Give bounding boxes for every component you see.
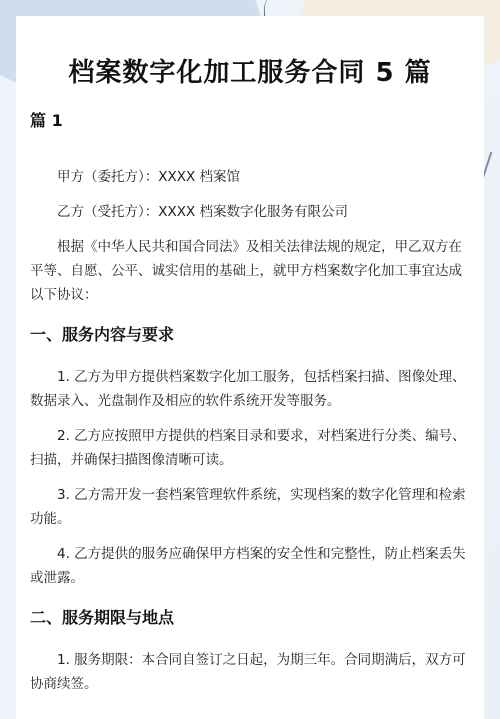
section1-item: 2. 乙方应按照甲方提供的档案目录和要求，对档案进行分类、编号、扫描，并确保扫描图像清晰可读。 [30, 428, 466, 468]
section1-item: 4. 乙方提供的服务应确保甲方档案的安全性和完整性，防止档案丢失或泄露。 [30, 546, 466, 586]
section2-item: 1. 服务期限：本合同自签订之日起，为期三年。合同期满后，双方可协商续签。 [30, 652, 466, 692]
document-title: 档案数字化加工服务合同 5 篇 [68, 58, 432, 88]
document-page [16, 16, 484, 719]
party-b: 乙方（受托方）：XXXX 档案数字化服务有限公司 [57, 204, 349, 220]
section1-item: 1. 乙方为甲方提供档案数字化加工服务，包括档案扫描、图像处理、数据录入、光盘制作及相应的软件系统开发等服务。 [30, 369, 466, 409]
section2-heading: 二、服务期限与地点 [30, 608, 175, 627]
part-heading: 篇 1 [30, 111, 63, 130]
party-a: 甲方（委托方）：XXXX 档案馆 [57, 169, 241, 185]
section1-heading: 一、服务内容与要求 [30, 325, 175, 344]
section1-item: 3. 乙方需开发一套档案管理软件系统，实现档案的数字化管理和检索功能。 [30, 487, 466, 527]
document-content [30, 108, 470, 696]
preamble: 根据《中华人民共和国合同法》及相关法律法规的规定，甲乙双方在平等、自愿、公平、诚实信用的基础上，就甲方档案数字化加工事宜达成以下协议： [30, 239, 462, 303]
